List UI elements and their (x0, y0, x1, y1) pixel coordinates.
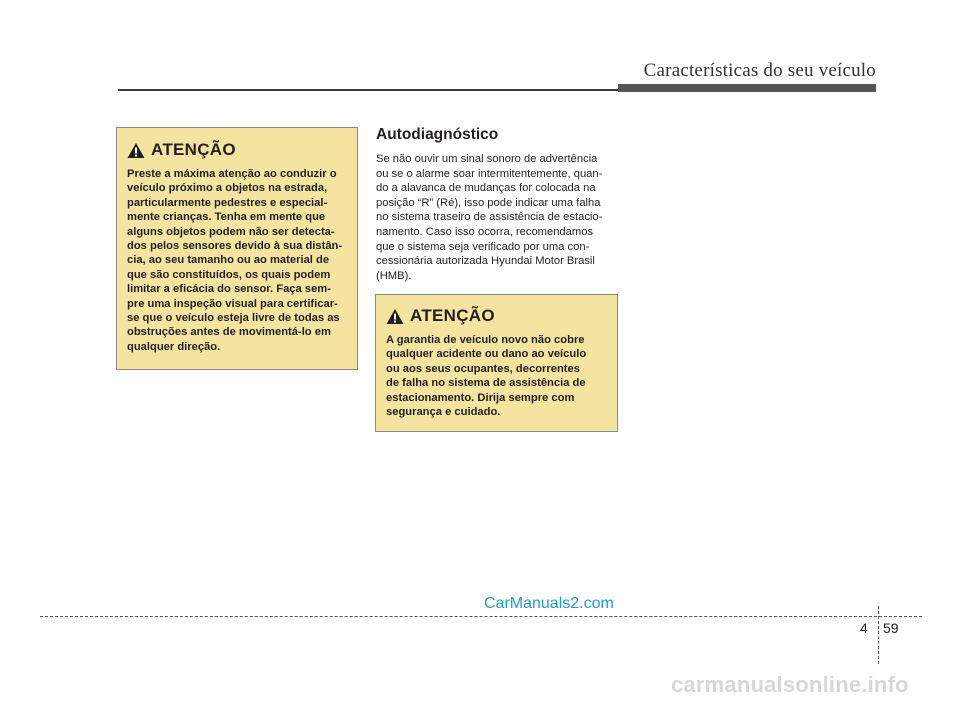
watermark-link[interactable]: CarManuals2.com (484, 595, 614, 612)
caution-title: ATENÇÃO (151, 140, 236, 159)
caution-header (127, 139, 348, 161)
section-title: Autodiagnóstico (376, 126, 499, 143)
header-accent-bar (618, 84, 876, 92)
caution-title: ATENÇÃO (410, 306, 495, 325)
running-header-title: Características do seu veículo (643, 60, 876, 81)
header-rule (118, 89, 618, 91)
page-number: 59 (883, 620, 899, 636)
watermark-site: carmanualsonline.info (671, 672, 909, 697)
caution-header (386, 305, 608, 327)
caution-body: A garantia de veículo novo não cobre qualquer acidente ou dano ao veículo ou aos seus ocupantes, decorrentes de falha no sistema de assistência de estacionamento. Dirija sempre com segurança e cuidado. (386, 334, 587, 419)
chapter-number: 4 (860, 620, 868, 636)
section-body: Se não ouvir um sinal sonoro de advertência ou se o alarme soar intermitentemente, quan- do a alavanca de mudanças for colocada na posição “R” (Ré), isso pode indicar uma falha no sistema traseiro de assistência de estacio- namento. Caso isso ocorra, recomendamos que o sistema seja verificado por uma con- cessionária autorizada Hyundai Motor Brasil (HMB). (376, 153, 603, 282)
warning-triangle-icon (386, 308, 404, 325)
warning-triangle-icon (127, 142, 145, 159)
footer-page-divider (878, 606, 879, 664)
footer-dashed-rule (40, 616, 922, 617)
caution-box-warranty (375, 294, 618, 432)
caution-body: Preste a máxima atenção ao conduzir o veículo próximo a objetos na estrada, particularmente pedestres e especial- mente crianças. Tenha em mente que alguns objetos podem não ser detecta- dos pelos sensores devido à sua distân- cia, ao seu tamanho ou ao material de que são constituídos, os quais podem limitar a eficácia do sensor. Faça sem- pre uma inspeção visual para certificar- se que o veículo esteja livre de todas as obstruções antes de movimentá-lo em qualquer direção. (127, 168, 343, 353)
caution-box-sensor-attention (116, 127, 358, 370)
